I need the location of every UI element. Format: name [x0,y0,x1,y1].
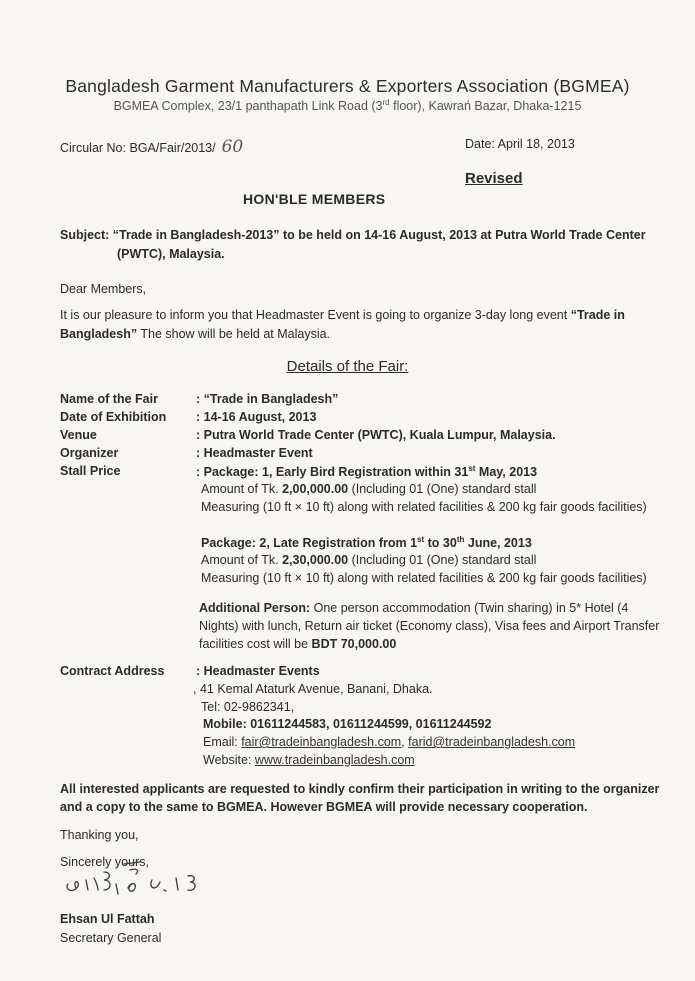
detail-label: Date of Exhibition [60,410,167,424]
detail-label: Name of the Fair [60,392,158,406]
contact-website: Website: www.tradeinbangladesh.com [203,753,415,767]
circular-number: Circular No: BGA/Fair/2013/ 60 [60,137,244,157]
subject-line-1: Subject: “Trade in Bangladesh-2013” to be held on 14-16 August, 2013 at Putra World Trade Center [60,228,646,242]
closing-paragraph: All interested applicants are requested to kindly confirm their participation in writing to the organizer and a copy to the same to BGMEA. However BGMEA will provide necessary cooperation. [60,782,660,814]
package1-amount: Amount of Tk. 2,00,000.00 (Including 01 (One) standard stall [201,482,537,496]
package2-amount: Amount of Tk. 2,30,000.00 (Including 01 (One) standard stall [201,553,537,567]
signatory-name: Ehsan Ul Fattah [60,912,155,926]
contact-address: , 41 Kemal Ataturk Avenue, Banani, Dhaka. [193,682,433,696]
signatory-title: Secretary General [60,931,162,945]
package1-title: : Package: 1, Early Bird Registration within 31st May, 2013 [196,464,538,480]
detail-label: Stall Price [60,464,121,478]
handwritten-signature [60,850,240,900]
package1-measure: Measuring (10 ft × 10 ft) along with related facilities & 200 kg fair goods facilities) [201,500,647,514]
subject [60,226,660,264]
contact-name: : Headmaster Events [196,664,320,678]
detail-label: Organizer [60,446,119,460]
handwritten-circular-no: 60 [221,137,244,157]
detail-value: : “Trade in Bangladesh” [196,392,339,406]
package2-measure: Measuring (10 ft × 10 ft) along with related facilities & 200 kg fair goods facilities) [201,571,647,585]
intro-paragraph: It is our pleasure to inform you that Headmaster Event is going to organize 3-day long event “Trade in Bangladesh” The show will be held at Malaysia. [60,308,625,341]
contact-label: Contract Address [60,664,165,678]
org-name: Bangladesh Garment Manufacturers & Exporters Association (BGMEA) [65,76,630,96]
subject-line-2: (PWTC), Malaysia. [117,247,225,261]
org-address: BGMEA Complex, 23/1 panthapath Link Road (3rd floor), Kawrań Bazar, Dhaka-1215 [113,98,582,114]
salutation: Dear Members, [60,282,147,296]
contact-email: Email: fair@tradeinbangladesh.com, farid@tradeinbangladesh.com [203,735,576,749]
website-link[interactable]: www.tradeinbangladesh.com [254,753,415,767]
thanks: Thanking you, [60,828,139,842]
email-link[interactable]: fair@tradeinbangladesh.com [241,735,402,749]
addressee: HON'BLE MEMBERS [243,191,386,207]
detail-label: Venue [60,428,97,442]
contact-tel: Tel: 02-9862341, [201,700,295,714]
contact-mobile: Mobile: 01611244583, 01611244599, 01611244592 [203,717,492,731]
revised-mark: Revised [465,170,523,187]
letter-date: Date: April 18, 2013 [465,137,575,151]
details-title: Details of the Fair: [286,358,409,375]
additional-person: Additional Person: One person accommodation (Twin sharing) in 5* Hotel (4 Nights) with lunch, Return air ticket (Economy class), Visa fees and Airport Transfer facilities cost will be BDT 70,000.00 [199,601,660,651]
detail-value: : Putra World Trade Center (PWTC), Kuala Lumpur, Malaysia. [196,428,556,442]
detail-value: : 14-16 August, 2013 [196,410,317,424]
sincerely: Sincerely yours, [60,855,149,869]
package2-title: Package: 2, Late Registration from 1st to 30th June, 2013 [201,535,532,551]
detail-value: : Headmaster Event [196,446,313,460]
email-link[interactable]: farid@tradeinbangladesh.com [408,735,576,749]
